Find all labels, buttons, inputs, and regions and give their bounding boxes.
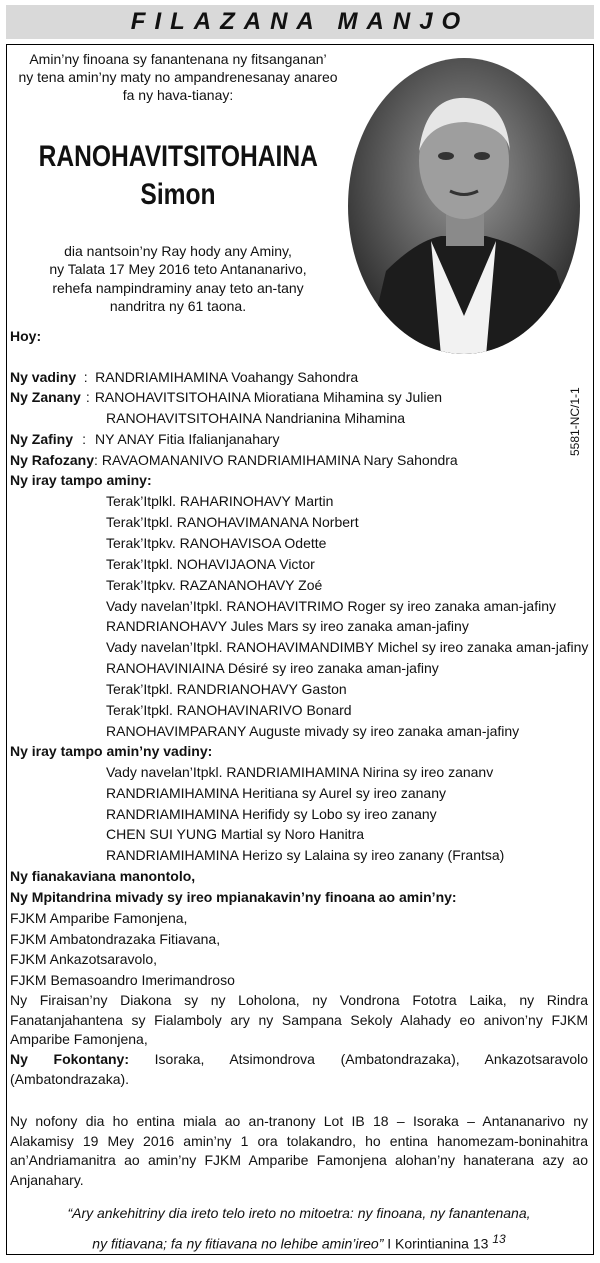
sibling-in-law-item: RANDRIAMIHAMINA Heritiana sy Aurel sy ireo zanany xyxy=(106,785,446,801)
family-label: Ny Zafiny xyxy=(10,431,74,447)
sibling-item: Terak’Itpkv. RAZANANOHAVY Zoé xyxy=(106,577,323,593)
sibling-in-law-item: CHEN SUI YUNG Martial sy Noro Hanitra xyxy=(106,826,365,842)
family-row-zanany-cont: RANOHAVITSITOHAINA Nandrianina Mihamina xyxy=(106,410,406,426)
funeral-paragraph: Ny nofony dia ho entina miala ao an-tranony Lot IB 18 – Isoraka – Antananarivo ny Alakamisy 19 Mey 2016 amin’ny 1 ora tolakandro, ho entina hanomezam-boninahitra an’Andriamanitra ao amin’ny FJKM Amparibe Famonjena alohan’ny hanaterana azy ao Anjanahary. xyxy=(10,1113,588,1188)
family-row-rafozany xyxy=(10,451,458,469)
announcement-line: ny Talata 17 Mey 2016 teto Antananarivo, xyxy=(49,261,307,278)
bible-quote xyxy=(10,1200,588,1257)
sibling-item: RANOHAVINIAINA Désiré sy ireo zanaka aman-jafiny xyxy=(106,660,439,676)
notice-title: FILAZANA MANJO xyxy=(6,5,594,39)
reference-code: 5581-NC/1-1 xyxy=(568,387,582,456)
section-iray-tampo-vadiny: Ny iray tampo amin’ny vadiny: xyxy=(10,743,213,759)
sibling-item: Terak’Itplkl. RAHARINOHAVY Martin xyxy=(106,493,334,509)
fokontany-label: Ny Fokontany: xyxy=(10,1051,129,1067)
family-label: Ny Zanany xyxy=(10,389,81,405)
intro-line: fa ny hava-tianay: xyxy=(122,87,234,103)
family-label: Ny vadiny xyxy=(10,369,77,385)
sibling-item: Vady navelan’Itpkl. RANOHAVITRIMO Roger sy ireo zanaka aman-jafiny xyxy=(106,598,556,614)
sibling-item: Terak’Itpkl. NOHAVIJAONA Victor xyxy=(106,556,315,572)
quote-verse: 13 xyxy=(492,1232,506,1246)
sibling-item: Terak’Itpkl. RANOHAVIMANANA Norbert xyxy=(106,514,359,530)
intro-line: Amin’ny finoana sy fanantenana ny fitsanganan’ xyxy=(29,51,327,67)
separator: : xyxy=(94,452,98,468)
family-value: RANOHAVITSITOHAINA Mioratiana Mihamina sy Julien xyxy=(94,389,443,405)
fokontany-value: Isoraka, Atsimondrova (Ambatondrazaka), Ankazotsaravolo (Ambatondrazaka). xyxy=(10,1051,589,1087)
deceased-portrait xyxy=(346,56,582,356)
deceased-name xyxy=(39,138,318,214)
quote-citation: I Korintianina 13 xyxy=(383,1235,489,1252)
family-row-vadiny xyxy=(10,368,358,386)
quote-line-2 xyxy=(10,1226,588,1257)
deceased-surname: RANOHAVITSITOHAINA xyxy=(38,140,318,173)
sibling-in-law-item: Vady navelan’Itpkl. RANDRIAMIHAMINA Nirina sy ireo zananv xyxy=(106,764,494,780)
church-item: FJKM Amparibe Famonjena, xyxy=(10,910,188,926)
separator: : xyxy=(83,369,88,385)
family-row-zanany xyxy=(10,388,442,406)
family-label: Ny Rafozany xyxy=(10,452,95,468)
sibling-item: Terak’Itpkl. RANOHAVINARIVO Bonard xyxy=(106,702,352,718)
firaisana-paragraph: Ny Firaisan’ny Diakona sy ny Loholona, ny Vondrona Fototra Laika, ny Rindra Fanatanjahantena sy Fialamboly ary ny Sampana Sekoly Alahady eo anivon’ny FJKM Amparibe Famonjena, xyxy=(10,992,588,1047)
sibling-item: RANOHAVIMPARANY Auguste mivady sy ireo zanaka aman-jafiny xyxy=(106,723,520,739)
separator: : xyxy=(82,431,86,447)
quote-line: “Ary ankehitriny dia ireto telo ireto no mitoetra: ny finoana, ny fanantenana, xyxy=(67,1205,531,1221)
sibling-item: Terak’Itpkl. RANDRIANOHAVY Gaston xyxy=(106,681,347,697)
announcement-line: dia nantsoin’ny Ray hody any Aminy, xyxy=(64,243,292,259)
sibling-item: RANDRIANOHAVY Jules Mars sy ireo zanaka aman-jafiny xyxy=(106,618,469,634)
mpitandrina-line: Ny Mpitandrina mivady sy ireo mpianakavin’ny finoana ao amin’ny: xyxy=(10,889,457,905)
announcement-line: rehefa nampindraminy anay teto an-tany xyxy=(52,279,304,296)
announcement-line: nandritra ny 61 taona. xyxy=(109,297,247,314)
family-row-zafiny xyxy=(10,430,279,448)
hoy-label: Hoy: xyxy=(10,328,42,344)
intro-text xyxy=(8,50,348,104)
family-value: RANDRIAMIHAMINA Voahangy Sahondra xyxy=(95,369,359,385)
church-item: FJKM Ankazotsaravolo, xyxy=(10,951,158,967)
sibling-item: Terak’Itpkv. RANOHAVISOA Odette xyxy=(106,535,327,551)
family-value: RAVAOMANANIVO RANDRIAMIHAMINA Nary Sahondra xyxy=(101,452,458,468)
quote-text: ny fitiavana; fa ny fitiavana no lehibe amin’ireo” xyxy=(92,1235,384,1252)
church-item: FJKM Bemasoandro Imerimandroso xyxy=(10,972,235,988)
sibling-item: Vady navelan’Itpkl. RANOHAVIMANDIMBY Michel sy ireo zanaka aman-jafiny xyxy=(106,639,589,655)
intro-line: ny tena amin’ny maty no ampandrenesanay anareo xyxy=(18,69,338,85)
fokontany-paragraph xyxy=(10,1050,588,1089)
section-iray-tampo-aminy: Ny iray tampo aminy: xyxy=(10,472,152,488)
separator: : xyxy=(85,389,90,405)
church-item: FJKM Ambatondrazaka Fitiavana, xyxy=(10,931,221,947)
family-value: NY ANAY Fitia Ifalianjanahary xyxy=(95,431,280,447)
announcement-text xyxy=(8,242,348,315)
deceased-given-name: Simon xyxy=(140,178,216,211)
fianakaviana-line: Ny fianakaviana manontolo, xyxy=(10,868,196,884)
sibling-in-law-item: RANDRIAMIHAMINA Herifidy sy Lobo sy ireo zanany xyxy=(106,806,437,822)
sibling-in-law-item: RANDRIAMIHAMINA Herizo sy Lalaina sy ireo zanany (Frantsa) xyxy=(106,847,505,863)
